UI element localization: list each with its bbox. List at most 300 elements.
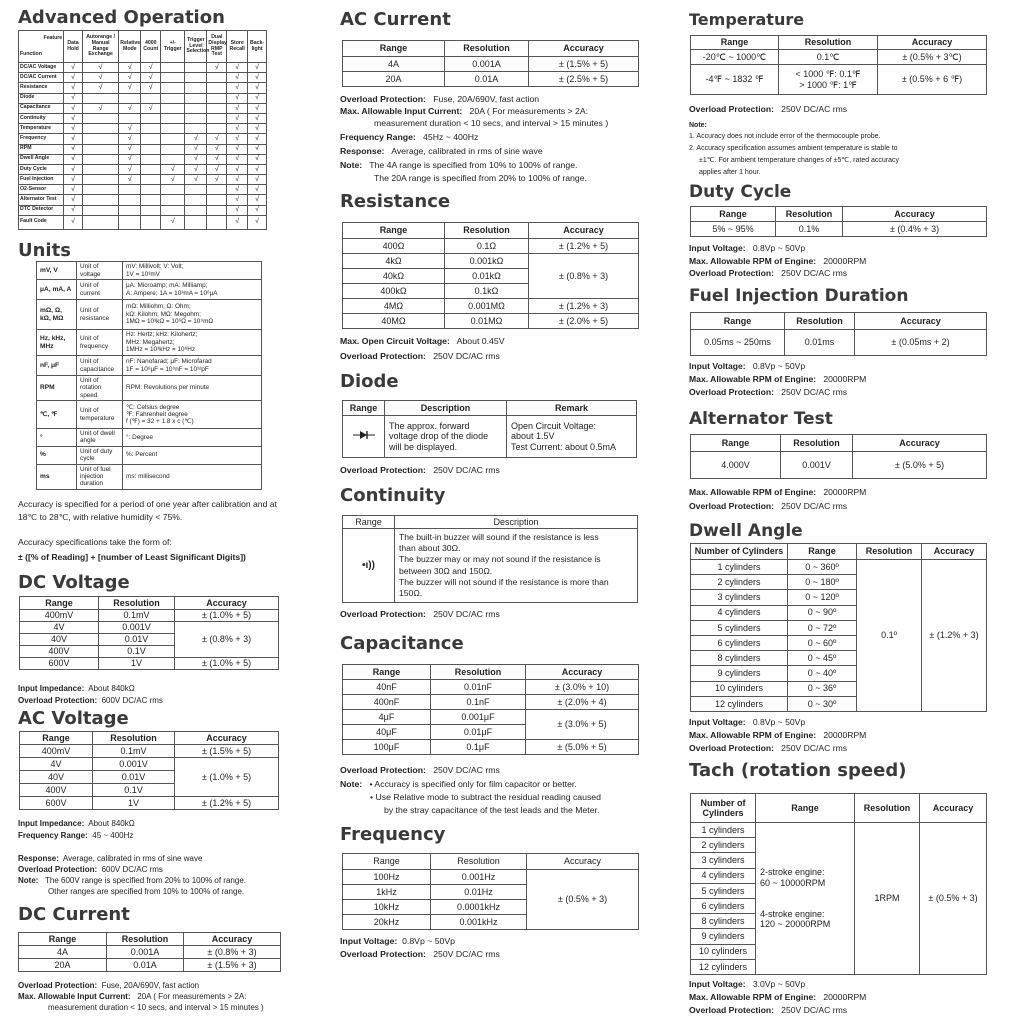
- cell-range: 0 ~ 36º: [788, 681, 857, 696]
- note-key: Input Impedance:: [18, 684, 85, 693]
- cell-mark: √: [185, 154, 207, 164]
- table-row: [19, 124, 267, 134]
- header-cell: Accuracy: [922, 544, 987, 560]
- cell-mark: [82, 93, 118, 103]
- cell-range: 0 ~ 72º: [788, 620, 857, 635]
- duty-note-2: [689, 256, 866, 267]
- dcc-note-2: [18, 991, 246, 1002]
- cell-resolution: 0.1℃: [779, 50, 878, 65]
- cell-mark: √: [227, 175, 248, 185]
- table-row: [37, 446, 262, 464]
- cell-mark: √: [248, 63, 267, 73]
- table-row: [19, 134, 267, 144]
- temperature-section: [689, 10, 963, 176]
- cell-function: DC/AC Voltage: [19, 63, 64, 73]
- cell-mark: √: [82, 63, 118, 73]
- note-value: 3.0Vp ~ 50Vp: [752, 979, 806, 989]
- note-key: Note:: [340, 779, 363, 789]
- cell-mark: [161, 205, 185, 215]
- cell-definition: ms: millisecond: [123, 464, 262, 489]
- cell-mark: √: [141, 63, 161, 73]
- acv-note-5: [18, 875, 246, 886]
- temp-note-line-2: 2. Accuracy specification assumes ambient temperature is stable to: [689, 145, 898, 152]
- cell-cylinders: 1 cylinders: [691, 823, 756, 838]
- cell-range: 2-stroke engine: 60 ~ 10000RPM 4-stroke engine: 120 ~ 20000RPM: [756, 823, 855, 975]
- cell-mark: √: [64, 134, 83, 144]
- dwell-angle-section: [689, 521, 979, 753]
- cell-resolution: 0.1mV: [99, 610, 175, 622]
- note-key: Overload Protection:: [18, 981, 98, 990]
- cell-cylinders: 8 cylinders: [691, 651, 788, 666]
- res-note-2: [340, 350, 500, 362]
- cell-cylinders: 12 cylinders: [691, 959, 756, 974]
- header-remark: Remark: [507, 401, 637, 416]
- section-title: AC Voltage: [18, 708, 129, 729]
- frequency-table: [342, 853, 639, 930]
- cell-mark: [119, 93, 141, 103]
- table-row: [19, 154, 267, 164]
- header-range: Range: [343, 41, 445, 57]
- cell-range: 20A: [343, 72, 445, 87]
- header-resolution: Resolution: [781, 435, 853, 452]
- cell-mark: √: [227, 195, 248, 205]
- header-range: Range: [343, 516, 395, 529]
- table-row: [20, 658, 279, 670]
- buzzer-icon: •ı)): [343, 529, 395, 603]
- cell-resolution: 1V: [99, 658, 175, 670]
- cell-mark: [119, 195, 141, 205]
- cell-mark: [141, 154, 161, 164]
- table-row: [37, 300, 262, 330]
- header-cell: Number of Cylinders: [691, 794, 756, 823]
- cell-accuracy: ± (0.5% + 3℃): [878, 50, 987, 65]
- note-value: The 4A range is specified from 10% to 100% of range.: [369, 160, 578, 170]
- note-key: Overload Protection:: [18, 865, 98, 874]
- cell-mark: √: [227, 113, 248, 123]
- note-key: Response:: [340, 146, 385, 156]
- table-row: [343, 710, 639, 725]
- cell-description: The built-in buzzer will sound if the resistance is less than about 30Ω. The buzzer may or may not sound if the resistance is between 30Ω and 150Ω. The buzzer will not sound if the resistance is more than 150Ω.: [395, 529, 638, 603]
- cell-mark: [185, 83, 207, 93]
- duty-note-1: [689, 243, 805, 254]
- cell-range: 40kΩ: [343, 269, 445, 284]
- header-accuracy: Accuracy: [529, 41, 639, 57]
- cell-mark: [119, 215, 141, 229]
- cell-definition: Hz: Hertz; kHz: Kilohertz; MHz: Megahertz; 1MHz = 10³kHz = 10⁶Hz: [123, 330, 262, 356]
- cell-unit: RPM: [37, 376, 77, 401]
- note-value: Fuse, 20A/690V, fast action: [433, 94, 540, 104]
- feature-function-cell: [19, 31, 64, 63]
- cell-function: Frequency: [19, 134, 64, 144]
- cell-quantity: Unit of temperature: [77, 401, 123, 429]
- note-key: Input Impedance:: [18, 819, 85, 828]
- cell-unit: °: [37, 429, 77, 447]
- temp-note-line-4: applies after 1 hour.: [699, 169, 761, 176]
- cell-mark: √: [207, 175, 227, 185]
- cell-mark: [185, 113, 207, 123]
- note-value: Average, calibrated in rms of sine wave: [62, 854, 203, 863]
- table-row: [37, 330, 262, 356]
- cell-accuracy: ± (1.2% + 5): [175, 797, 279, 810]
- cell-mark: √: [185, 164, 207, 174]
- note-value: About 0.45V: [456, 336, 505, 346]
- cell-function: Capacitance: [19, 103, 64, 113]
- section-title: AC Current: [340, 9, 451, 30]
- cell-resolution: 0.1kΩ: [445, 284, 529, 299]
- cell-cylinders: 4 cylinders: [691, 605, 788, 620]
- header-accuracy: Accuracy: [527, 854, 639, 870]
- tach-note-1: [689, 979, 805, 990]
- cell-unit: ℃, ℉: [37, 401, 77, 429]
- header-range: Range: [343, 223, 445, 239]
- note-key: Overload Protection:: [18, 696, 98, 705]
- ac-current-table: [342, 40, 639, 87]
- note-value: The 600V range is specified from 20% to 100% of range.: [44, 876, 246, 885]
- note-value: 250V DC/AC rms: [433, 949, 500, 959]
- cell-mark: √: [227, 73, 248, 83]
- fuel-note-2: [689, 374, 866, 385]
- note-key: Overload Protection:: [340, 351, 426, 361]
- fuel-note-3: [689, 387, 847, 398]
- note-key: Overload Protection:: [689, 1005, 774, 1015]
- cell-definition: nF: Nanofarad; μF: Microfarad 1F = 10⁶μF = 10⁹nF = 10¹²pF: [123, 356, 262, 376]
- section-title: Advanced Operation: [18, 7, 225, 28]
- acv-note-2: [18, 830, 133, 841]
- cell-range: 400mV: [20, 610, 99, 622]
- cell-resolution: 0.01kΩ: [445, 269, 529, 284]
- cell-function: Alternator Test: [19, 195, 64, 205]
- cell-mark: [82, 195, 118, 205]
- header-accuracy: Accuracy: [855, 313, 987, 330]
- cell-mark: √: [141, 73, 161, 83]
- cell-cylinders: 9 cylinders: [691, 929, 756, 944]
- resistance-section: [340, 191, 609, 361]
- header-range: Range: [691, 36, 779, 50]
- note-value: 45 ~ 400Hz: [92, 831, 134, 840]
- table-row: [343, 299, 639, 314]
- alternator-test-section: [689, 409, 945, 511]
- table-row: [19, 185, 267, 195]
- section-title: Dwell Angle: [689, 521, 803, 541]
- cell-range: 10kHz: [343, 900, 431, 915]
- table-row: [691, 222, 987, 237]
- cell-mark: √: [64, 205, 83, 215]
- header-4000-count: 4000 Count: [141, 31, 161, 63]
- cell-mark: [161, 144, 185, 154]
- cell-definition: %: Percent: [123, 446, 262, 464]
- table-row: [691, 560, 987, 575]
- table-row: [19, 63, 267, 73]
- cell-range: 40MΩ: [343, 314, 445, 329]
- cell-mark: √: [64, 63, 83, 73]
- note-value: 250V DC/AC rms: [433, 765, 500, 775]
- cell-cylinders: 3 cylinders: [691, 853, 756, 868]
- cell-definition: mΩ: Milliohm; Ω: Ohm; kΩ: Kilohm; MΩ: Megohm; 1MΩ = 10³kΩ = 10⁶Ω = 10⁹mΩ: [123, 300, 262, 330]
- cell-definition: μA: Microamp; mA: Milliamp; A: Ampere; 1A = 10³mA = 10⁶μA: [123, 280, 262, 300]
- cell-cylinders: 1 cylinders: [691, 560, 788, 575]
- note-key: Overload Protection:: [689, 268, 774, 278]
- section-title: DC Current: [18, 904, 130, 925]
- cell-mark: [161, 83, 185, 93]
- cell-resolution: 0.01V: [93, 771, 175, 784]
- table-row: [19, 215, 267, 229]
- header-trigger: +/- Trigger: [161, 31, 185, 63]
- header-trigger-level: Trigger Level Selection: [185, 31, 207, 63]
- cell-mark: √: [161, 175, 185, 185]
- dc-voltage-table: [19, 596, 279, 670]
- cell-accuracy: ± (2.0% + 4): [526, 695, 639, 710]
- cell-mark: [185, 185, 207, 195]
- capacitance-section: [340, 633, 610, 815]
- cell-mark: [119, 205, 141, 215]
- acv-note-3: [18, 853, 202, 864]
- cell-range: 1kHz: [343, 885, 431, 900]
- table-row: [343, 72, 639, 87]
- frequency-section: [340, 824, 608, 959]
- cell-resolution: 0.001kΩ: [445, 254, 529, 269]
- diode-table: [342, 400, 637, 458]
- cell-resolution: 0.001V: [781, 452, 853, 479]
- section-title: Diode: [340, 371, 399, 392]
- acc-note-4: [340, 131, 478, 143]
- note-value: 0.8Vp ~ 50Vp: [402, 936, 455, 946]
- cell-remark: Open Circuit Voltage: about 1.5V Test Current: about 0.5mA: [507, 416, 637, 458]
- cell-function: Continuity: [19, 113, 64, 123]
- cell-mark: √: [248, 175, 267, 185]
- cell-accuracy: ± (0.5% + 3): [920, 823, 987, 975]
- table-row: [20, 758, 279, 771]
- cell-mark: [141, 205, 161, 215]
- table-row: [37, 262, 262, 280]
- header-resolution: Resolution: [431, 665, 526, 680]
- cell-mark: [82, 185, 118, 195]
- fuel-injection-table: [690, 312, 987, 356]
- note-value: 20A ( For measurements > 2A:: [137, 992, 247, 1001]
- cell-mark: √: [207, 154, 227, 164]
- note-value: 600V DC/AC rms: [101, 865, 163, 874]
- cell-definition: °: Degree: [123, 429, 262, 447]
- cell-mark: [185, 124, 207, 134]
- cell-quantity: Unit of capacitance: [77, 356, 123, 376]
- cell-cylinders: 10 cylinders: [691, 681, 788, 696]
- cell-accuracy: ± (1.5% + 3): [184, 959, 281, 972]
- cell-resolution: 0.001Hz: [431, 870, 527, 885]
- section-title: Continuity: [340, 485, 446, 506]
- cell-range: 40V: [20, 634, 99, 646]
- header-range: Range: [343, 401, 385, 416]
- cell-quantity: Unit of dwell angle: [77, 429, 123, 447]
- cell-mark: √: [248, 124, 267, 134]
- table-row: [343, 416, 637, 458]
- cell-resolution: 0.01Hz: [431, 885, 527, 900]
- cell-mark: √: [82, 103, 118, 113]
- section-title: Duty Cycle: [689, 182, 792, 202]
- header-range: Range: [691, 435, 781, 452]
- note-key: Input Voltage:: [689, 361, 746, 371]
- note-value: 20000RPM: [823, 487, 867, 497]
- cell-mark: [207, 124, 227, 134]
- header-dual-display: Dual Display RMP Test: [207, 31, 227, 63]
- dcv-note-1: [18, 683, 135, 694]
- table-row: [343, 695, 639, 710]
- cell-range: 400Ω: [343, 239, 445, 254]
- cell-mark: [141, 144, 161, 154]
- table-row: [691, 65, 987, 95]
- header-row: [19, 31, 267, 63]
- table-row: [19, 164, 267, 174]
- cell-range: -4℉ ~ 1832 ℉: [691, 65, 779, 95]
- cell-quantity: Unit of frequency: [77, 330, 123, 356]
- cell-resolution: 0.001MΩ: [445, 299, 529, 314]
- cell-resolution: 0.001V: [99, 622, 175, 634]
- cell-range: 4μF: [343, 710, 431, 725]
- resistance-table: [342, 222, 639, 329]
- cell-mark: √: [227, 134, 248, 144]
- acc-note-6: [340, 159, 577, 171]
- cell-mark: [185, 103, 207, 113]
- cell-range: 20kHz: [343, 915, 431, 930]
- capacitance-table: [342, 664, 639, 755]
- note-value: • Accuracy is specified only for film capacitor or better.: [369, 779, 577, 789]
- section-title: Tach (rotation speed): [689, 760, 907, 781]
- cell-mark: √: [64, 83, 83, 93]
- header-accuracy: Accuracy: [529, 223, 639, 239]
- note-key: Overload Protection:: [340, 94, 426, 104]
- cell-mark: [185, 93, 207, 103]
- cell-range: 0 ~ 180º: [788, 575, 857, 590]
- table-row: [19, 195, 267, 205]
- cap-note-4: by the stray capacitance of the test leads and the Meter.: [384, 805, 600, 815]
- table-row: [19, 113, 267, 123]
- cell-mark: √: [161, 164, 185, 174]
- cell-mark: √: [64, 144, 83, 154]
- advanced-operation-body: [19, 63, 267, 230]
- alt-note-1: [689, 487, 866, 498]
- continuity-section: [340, 485, 609, 619]
- table-row: [19, 205, 267, 215]
- cell-mark: [141, 195, 161, 205]
- ac-current-section: [340, 9, 609, 183]
- cell-mark: [161, 103, 185, 113]
- cell-cylinders: 2 cylinders: [691, 575, 788, 590]
- cell-mark: [82, 154, 118, 164]
- fuel-note-1: [689, 361, 805, 372]
- advanced-operation-table: [18, 30, 267, 230]
- table-row: [343, 740, 639, 755]
- cell-mark: [185, 73, 207, 83]
- header-resolution: Resolution: [93, 732, 175, 745]
- cell-accuracy: ± (1.5% + 5): [175, 745, 279, 758]
- table-row: [19, 103, 267, 113]
- dcc-note-3: measurement duration < 10 secs, and interval > 15 minutes ): [48, 1003, 264, 1012]
- note-value: 250V DC/AC rms: [781, 501, 848, 511]
- table-row: [19, 73, 267, 83]
- note-value: 20000RPM: [823, 374, 867, 384]
- diode-section: [340, 371, 617, 475]
- cell-description: The approx. forward voltage drop of the diode will be displayed.: [385, 416, 507, 458]
- note-value: About 840kΩ: [88, 819, 135, 828]
- cell-mark: [207, 73, 227, 83]
- cap-note-2: [340, 778, 577, 790]
- cell-mark: √: [227, 205, 248, 215]
- cell-definition: ℃: Celsius degree ℉: Fahrenheit degree f (℉) = 32 + 1.8 x c (℃): [123, 401, 262, 429]
- note-value: Fuse, 20A/690V, fast action: [101, 981, 200, 990]
- dc-current-table: [18, 932, 281, 972]
- table-row: [37, 356, 262, 376]
- section-title: DC Voltage: [18, 572, 130, 593]
- note-key: Max. Allowable RPM of Engine:: [689, 730, 817, 740]
- cell-mark: √: [119, 73, 141, 83]
- cell-function: Fault Code: [19, 215, 64, 229]
- cell-mark: √: [119, 83, 141, 93]
- cell-range: 4MΩ: [343, 299, 445, 314]
- section-title: Temperature: [689, 10, 805, 29]
- cell-resolution: 0.001A: [107, 946, 184, 959]
- note-value: 250V DC/AC rms: [781, 268, 848, 278]
- note-value: 250V DC/AC rms: [433, 609, 500, 619]
- table-row: [37, 429, 262, 447]
- cell-function: Duty Cycle: [19, 164, 64, 174]
- accuracy-period: Accuracy is specified for a period of one year after calibration and at: [18, 499, 277, 509]
- temperature-table: [690, 35, 987, 95]
- cell-mark: [82, 124, 118, 134]
- note-value: 250V DC/AC rms: [433, 465, 500, 475]
- cell-mark: [207, 103, 227, 113]
- cell-range: 4.000V: [691, 452, 781, 479]
- cell-mark: [161, 113, 185, 123]
- cell-mark: √: [248, 164, 267, 174]
- cell-mark: √: [119, 144, 141, 154]
- cell-mark: [161, 154, 185, 164]
- cell-mark: √: [141, 83, 161, 93]
- section-title: Capacitance: [340, 633, 464, 654]
- note-key: Overload Protection:: [689, 387, 774, 397]
- cell-mark: √: [64, 124, 83, 134]
- header-resolution: Resolution: [776, 207, 843, 222]
- note-key: Max. Allowable RPM of Engine:: [689, 487, 817, 497]
- cell-mark: [207, 205, 227, 215]
- section-title: Fuel Injection Duration: [689, 286, 909, 306]
- diode-icon: [353, 430, 375, 440]
- header-cell: Range: [788, 544, 857, 560]
- cell-function: RPM: [19, 144, 64, 154]
- note-value: 45Hz ~ 400Hz: [423, 132, 479, 142]
- header-range: Range: [343, 854, 431, 870]
- cell-resolution: 0.0001kHz: [431, 900, 527, 915]
- cell-mark: √: [248, 144, 267, 154]
- header-description: Description: [385, 401, 507, 416]
- header-accuracy: Accuracy: [853, 435, 987, 452]
- cell-resolution: 0.01μF: [431, 725, 526, 740]
- cell-resolution: < 1000 ℉: 0.1℉ > 1000 ℉: 1℉: [779, 65, 878, 95]
- cell-mark: [141, 185, 161, 195]
- cell-range: 40nF: [343, 680, 431, 695]
- header-accuracy: Accuracy: [843, 207, 987, 222]
- cell-mark: √: [119, 164, 141, 174]
- cell-mark: [82, 113, 118, 123]
- note-key: Overload Protection:: [340, 949, 426, 959]
- cell-cylinders: 12 cylinders: [691, 696, 788, 711]
- cell-mark: √: [119, 103, 141, 113]
- dc-current-section: [18, 904, 264, 1012]
- cell-resolution: 0.001μF: [431, 710, 526, 725]
- advanced-operation-section: [18, 7, 265, 226]
- fuel-injection-section: [689, 286, 950, 397]
- dcv-note-2: [18, 695, 163, 706]
- cell-accuracy: ± (3.0% + 5): [526, 710, 639, 740]
- note-value: 20000RPM: [823, 730, 867, 740]
- cell-mark: √: [248, 205, 267, 215]
